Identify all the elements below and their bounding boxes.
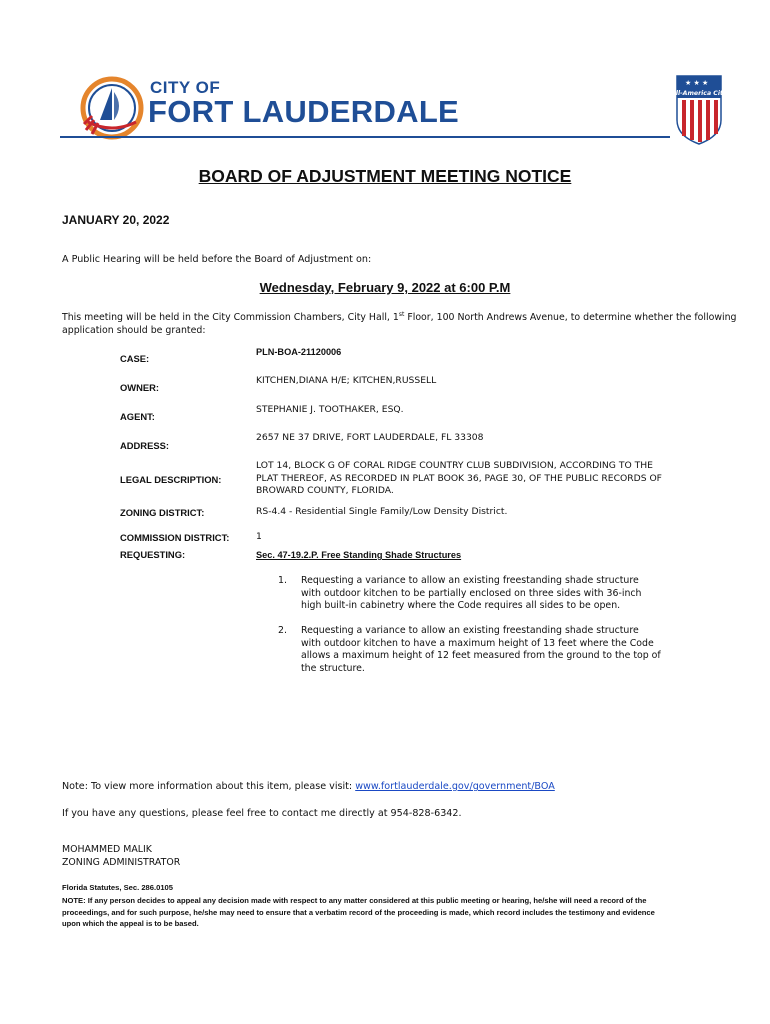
zoning-district-value: RS-4.4 - Residential Single Family/Low Density District. <box>256 506 508 517</box>
address-value: 2657 NE 37 DRIVE, FORT LAUDERDALE, FL 33308 <box>256 432 484 443</box>
city-seal-logo <box>80 76 144 140</box>
boa-website-link[interactable]: www.fortlauderdale.gov/government/BOA <box>355 781 555 792</box>
notice-title: BOARD OF ADJUSTMENT MEETING NOTICE <box>198 166 572 186</box>
notice-date: JANUARY 20, 2022 <box>62 213 170 227</box>
legal-description-label: LEGAL DESCRIPTION: <box>120 474 222 485</box>
commission-district-label: COMMISSION DISTRICT: <box>120 532 230 543</box>
case-value: PLN-BOA-21120006 <box>256 347 342 357</box>
owner-value: KITCHEN,DIANA H/E; KITCHEN,RUSSELL <box>256 375 437 386</box>
signer-title: ZONING ADMINISTRATOR <box>62 856 181 868</box>
request-1-text: Requesting a variance to allow an existing freestanding shade structure with outdoor kitchen to be partially enclosed on three sides with 36-inch high built-in cabinetry where the Code requires all sides to be open. <box>301 575 642 611</box>
address-label: ADDRESS: <box>120 440 169 451</box>
meeting-location-paragraph: This meeting will be held in the City Commission Chambers, City Hall, 1st Floor, 100 North Andrews Avenue, to determine whether the following application should be granted: <box>62 311 737 336</box>
commission-district-value: 1 <box>256 531 262 542</box>
statute-heading: Florida Statutes, Sec. 286.0105 <box>62 883 174 892</box>
all-america-city-badge <box>671 72 727 146</box>
contact-questions: If you have any questions, please feel free to contact me directly at 954-828-6342. <box>62 808 462 819</box>
request-2-number: 2. <box>278 625 287 636</box>
logo-city-of-text: CITY OF <box>150 78 221 97</box>
logo-city-name: FORT LAUDERDALE <box>148 94 460 129</box>
more-info-note: Note: To view more information about this item, please visit: www.fortlauderdale.gov/government/BOA <box>62 781 555 792</box>
meeting-datetime: Wednesday, February 9, 2022 at 6:00 P.M <box>259 280 511 295</box>
request-1-number: 1. <box>278 575 287 586</box>
case-label: CASE: <box>120 353 150 364</box>
signer-name: MOHAMMED MALIK <box>62 844 152 855</box>
signature-block <box>62 844 180 869</box>
statute-text: NOTE: If any person decides to appeal any decision made with respect to any matter considered at this public meeting or hearing, he/she will need a record of the proceedings, and for such purpose, he/she may need to ensure that a verbatim record of the proceeding is made, which record includes the testimony and evidence upon which the appeal is to be based. <box>62 896 655 928</box>
requesting-value: Sec. 47-19.2.P. Free Standing Shade Structures <box>256 550 462 560</box>
legal-description-value: LOT 14, BLOCK G OF CORAL RIDGE COUNTRY CLUB SUBDIVISION, ACCORDING TO THE PLAT THEREOF, AS RECORDED IN PLAT BOOK 36, PAGE 30, OF THE PUBLIC RECORDS OF BROWARD COUNTY, FLORIDA. <box>256 460 662 496</box>
badge-text: All-America City <box>671 90 727 97</box>
svg-text:★ ★ ★: ★ ★ ★ <box>685 79 709 87</box>
agent-label: AGENT: <box>120 411 155 422</box>
agent-value: STEPHANIE J. TOOTHAKER, ESQ. <box>256 404 404 415</box>
owner-label: OWNER: <box>120 382 160 393</box>
request-2-text: Requesting a variance to allow an existing freestanding shade structure with outdoor kitchen to have a maximum height of 13 feet where the Code allows a maximum height of 12 feet measured from the ground to the top of the structure. <box>301 625 661 674</box>
zoning-district-label: ZONING DISTRICT: <box>120 507 205 518</box>
header-divider <box>60 136 670 138</box>
requesting-label: REQUESTING: <box>120 549 186 560</box>
notice-intro: A Public Hearing will be held before the Board of Adjustment on: <box>62 254 372 265</box>
